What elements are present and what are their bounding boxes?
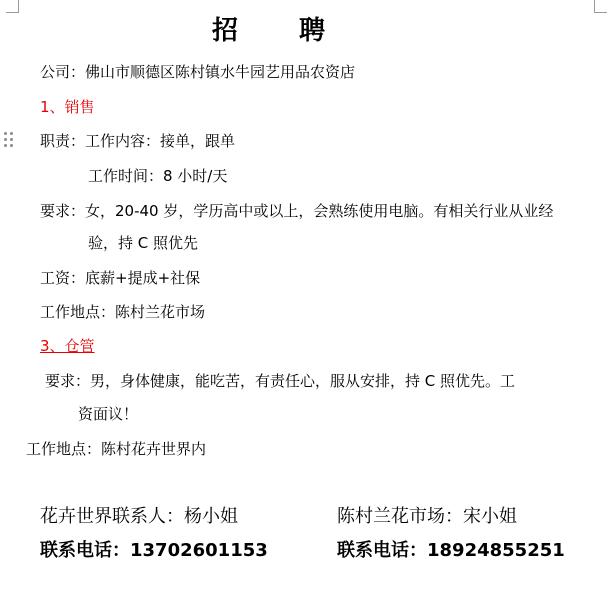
sales-work-time-line: 工作时间：8 小时/天 [88,167,228,185]
section-heading-warehouse: 3、仓管 [40,337,95,355]
sales-duty-line: 职责：工作内容：接单，跟单 [40,132,236,150]
sales-requirement-line-2: 验，持 C 照优先 [88,234,199,252]
sales-salary-line: 工资：底薪+提成+社保 [40,269,201,287]
drag-handle-icon[interactable] [4,132,14,148]
section-heading-sales: 1、销售 [40,98,95,116]
sales-requirement-line-1: 要求：女，20-40 岁，学历高中或以上，会熟练使用电脑。有相关行业从业经 [40,202,554,220]
warehouse-requirement-line-1: 要求：男，身体健康，能吃苦，有责任心，服从安排，持 C 照优先。工 [45,372,516,390]
sales-location-line: 工作地点：陈村兰花市场 [40,303,206,321]
warehouse-location-line: 工作地点：陈村花卉世界内 [26,440,207,458]
contact-phone-orchid-market: 联系电话：18924855251 [337,540,565,561]
page-corner-mark-right [594,0,607,13]
contact-person-orchid-market: 陈村兰花市场：宋小姐 [337,506,517,527]
page-corner-mark-left [6,0,19,13]
contact-person-flower-world: 花卉世界联系人：杨小姐 [40,506,238,527]
company-line: 公司：佛山市顺德区陈村镇水牛园艺用品农资店 [40,63,356,81]
page-title: 招 聘 [212,16,352,46]
contact-phone-flower-world: 联系电话：13702601153 [40,540,268,561]
warehouse-requirement-line-2: 资面议！ [78,405,139,423]
